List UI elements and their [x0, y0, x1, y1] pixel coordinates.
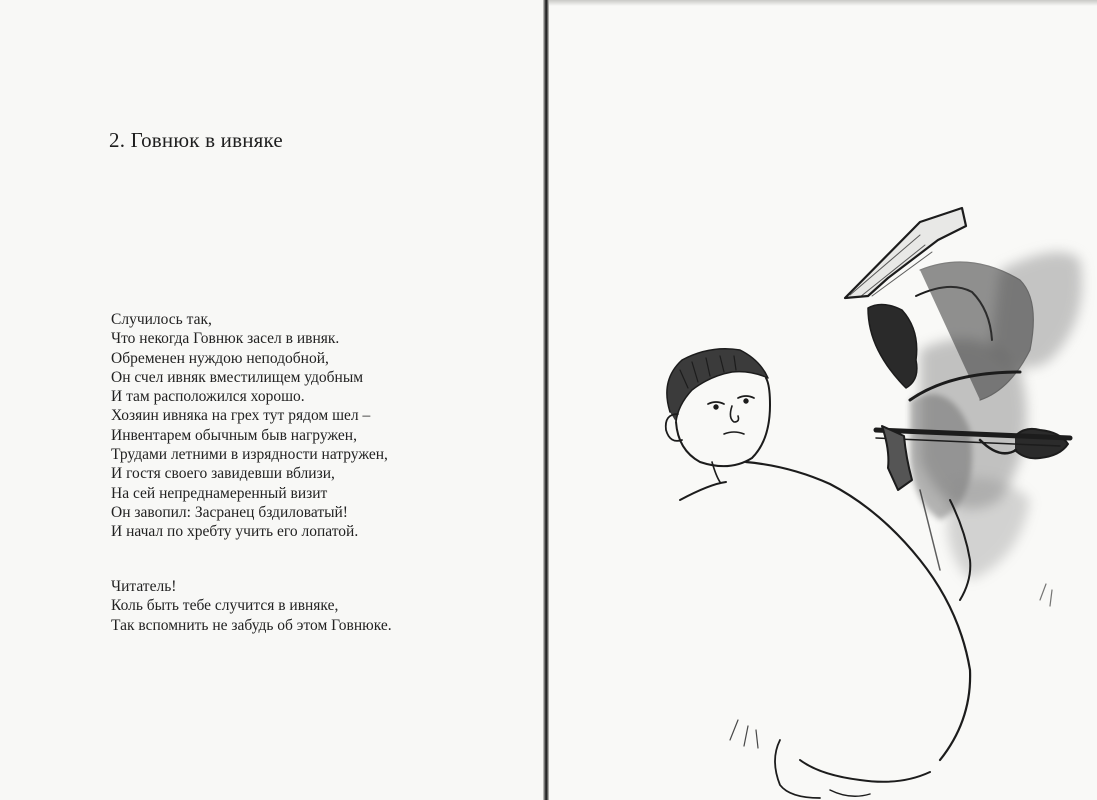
hair-icon [667, 349, 768, 422]
poem-title: 2. Говнюк в ивняке [109, 128, 283, 152]
page-top-edge [549, 0, 1097, 6]
poem-line: На сей непреднамеренный визит [111, 484, 328, 502]
poem-line: Читатель! [111, 578, 177, 595]
poem-stanza-1 [111, 310, 388, 542]
poem-line: Трудами летними в изрядности натружен, [111, 446, 388, 464]
poem-line: И гостя своего завидевши вблизи, [111, 465, 335, 483]
poem-line: Он завопил: Засранец бздиловатый! [111, 503, 348, 521]
poem-line: Он счел ивняк вместилищем удобным [111, 368, 364, 386]
poem-line: Инвентарем обычным быв нагружен, [111, 426, 357, 444]
poem-stanza-2 [111, 577, 392, 635]
poem-line: Обременен нуждою неподобной, [111, 349, 329, 367]
poem-line: Коль быть тебе случится в ивняке, [111, 597, 339, 615]
poem-line: Что некогда Говнюк засел в ивняк. [111, 330, 340, 348]
poem-line: И там расположился хорошо. [111, 388, 305, 406]
poem-line: Хозяин ивняка на грех тут рядом шел – [111, 407, 371, 425]
poem-line: И начал по хребту учить его лопатой. [111, 523, 359, 541]
left-page [0, 0, 545, 800]
ink-illustration [620, 200, 1097, 800]
poem-line: Случилось так, [111, 311, 212, 328]
poem-line: Так вспомнить не забудь об этом Говнюке. [111, 616, 392, 634]
